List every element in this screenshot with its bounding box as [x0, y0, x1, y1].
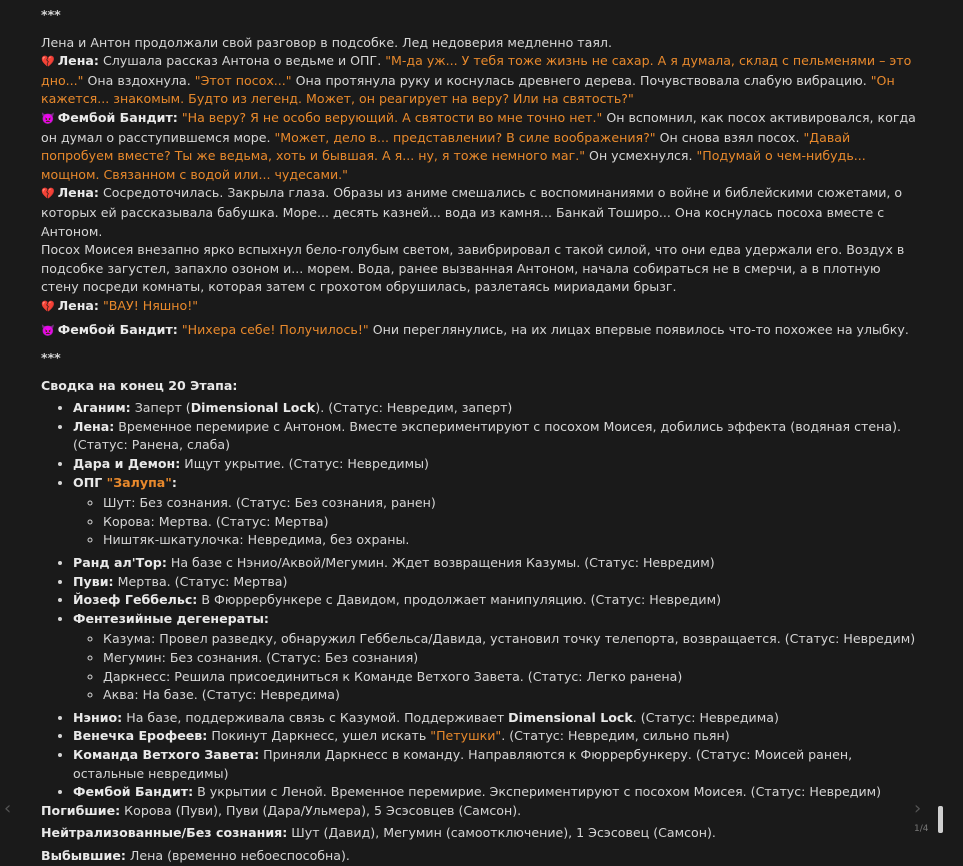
list-item: • Венечка Ерофеев: Покинут Даркнесс, ушел искать "Петушки". (Статус: Невредим, сильно пьян) [73, 727, 921, 746]
quote: "Этот посох..." [194, 72, 292, 88]
prev-page-button[interactable]: ‹ [4, 798, 12, 819]
separator: *** [41, 350, 61, 366]
list-item: • Аганим: Заперт (Dimensional Lock). (Статус: Невредим, заперт) [73, 399, 921, 418]
quote: "Подумай о чем-нибудь... мощном. Связанном с водой или... чудесами." [41, 148, 866, 182]
out-line: Выбывшие: Лена (временно небоеспособна). [41, 847, 350, 863]
quote: "М-да уж... У тебя тоже жизнь не сахар. А я думала, склад с пельменями – это дно..." [41, 53, 912, 88]
dialog-lena-1: 💔 Лена: Слушала рассказ Антона о ведьме и ОПГ. "М-да уж... У тебя тоже жизнь не сахар. А я думала, склад с пельменями – это дно..." Она вздохнула. "Этот посох..." Она протянула руку и коснулась древнего дерева. Почувствовала слабую вибрацию. "Он кажется... знакомым. Будто из легенд. Может, он реагирует на веру? Или на святость?" [41, 53, 912, 107]
message-content [41, 6, 921, 866]
list-item: • Ранд ал'Тор: На базе с Нэнио/Аквой/Мегумин. Ждет возвращения Казумы. (Статус: Невредим) [73, 554, 921, 573]
list-item: ◦ Аква: На базе. (Статус: Невредима) [103, 686, 921, 705]
broken-heart-icon: 💔 [41, 187, 55, 201]
speaker-name: Лена: [57, 185, 99, 201]
intro-paragraph: Лена и Антон продолжали свой разговор в подсобке. Лед недоверия медленно таял. [41, 34, 612, 50]
scrollbar-thumb[interactable] [938, 806, 943, 833]
quote: "Давай попробуем вместе? Ты же ведьма, хоть и бывшая. А я... ну, я тоже немного маг." [41, 129, 851, 164]
list-item: • Нэнио: На базе, поддерживала связь с Казумой. Поддерживает Dimensional Lock. (Статус: Невредима) [73, 709, 921, 728]
separator: *** [41, 7, 61, 22]
narration-paragraph: Посох Моисея внезапно ярко вспыхнул бело-голубым светом, завибрировал с такой силой, что они едва удержали его. Воздух в подсобке загустел, запахло озоном и... морем. Вода, ранее вызванная Антоном, начала собираться не в смерчи, а в плотную стену посреди комнаты, которая затем с грохотом обрушилась, разлетаясь мириадами брызг. [41, 242, 905, 295]
devil-icon: 👿 [41, 323, 55, 337]
neutralized-line: Нейтрализованные/Без сознания: Шут (Давид), Мегумин (самоотключение), 1 Эсэсовец (Самсон). [41, 825, 716, 841]
list-item: • Команда Ветхого Завета: Приняли Даркнесс в команду. Направляются к Фюррербункеру. (Статус: Моисей ранен, остальные невредимы) [73, 746, 921, 783]
quote: "Он кажется... знакомым. Будто из легенд. Может, он реагирует на веру? Или на святость?" [41, 72, 895, 107]
quote: "На веру? Я не особо верующий. А святости во мне точно нет." [181, 109, 603, 125]
list-item: • ОПГ "Залупа": ◦ Шут: Без сознания. (Статус: Без сознания, ранен) ◦ Корова: Мертва. (Статус: Мертва) ◦ Ништяк-шкатулочка: Невредима, без охраны. [73, 474, 921, 550]
list-item: ◦ Корова: Мертва. (Статус: Мертва) [103, 513, 921, 532]
list-item: • Фентезийные дегенераты: ◦ Казума: Провел разведку, обнаружил Геббельса/Давида, установил точку телепорта, возвращается. (Статус: Невредим) ◦ Мегумин: Без сознания. (Статус: Без сознания) ◦ Даркнесс: Решила присоединиться к Команде Ветхого Завета. (Статус: Легко ранена) ◦ Аква: На базе. (Статус: Невредима) [73, 610, 921, 705]
sub-list [73, 630, 921, 704]
quote: "Нихера себе! Получилось!" [181, 321, 369, 337]
broken-heart-icon: 💔 [41, 55, 55, 69]
sub-list [73, 494, 921, 550]
list-item: • Дара и Демон: Ищут укрытие. (Статус: Невредимы) [73, 455, 921, 474]
list-item: ◦ Ништяк-шкатулочка: Невредима, без охраны. [103, 531, 921, 550]
summary-title: Сводка на конец 20 Этапа: [41, 377, 238, 393]
next-page-button[interactable]: › [914, 798, 922, 819]
list-item: ◦ Мегумин: Без сознания. (Статус: Без сознания) [103, 649, 921, 668]
dialog-lena-2: 💔 Лена: Сосредоточилась. Закрыла глаза. Образы из аниме смешались с воспоминаниями о войне и библейскими сюжетами, о которых ей рассказывала бабушка. Море... десять казней... вода из камня... Банкай Тоширо... Она коснулась посоха вместе с Антоном. [41, 185, 903, 239]
speaker-name: Лена: [57, 297, 99, 313]
summary-list [41, 399, 921, 801]
quote: "Может, дело в... представлении? В силе воображения?" [274, 129, 656, 145]
dialog-lena-3 [41, 297, 921, 317]
dead-line: Погибшие: Корова (Пуви), Пуви (Дара/Ульмера), 5 Эсэсовцев (Самсон). [41, 802, 522, 818]
list-item: • Йозеф Геббельс: В Фюррербункере с Давидом, продолжает манипуляцию. (Статус: Невредим) [73, 591, 921, 610]
broken-heart-icon: 💔 [41, 299, 55, 313]
list-item: • Фембой Бандит: В укрытии с Леной. Временное перемирие. Экспериментируют с посохом Моисея. (Статус: Невредим) [73, 783, 921, 802]
speaker-name: Лена: [57, 53, 99, 69]
quote: "ВАУ! Няшно!" [102, 297, 199, 313]
speaker-name: Фембой Бандит: [57, 109, 178, 125]
speaker-name: Фембой Бандит: [57, 321, 178, 337]
dialog-femboy-2: 👿 Фембой Бандит: "Нихера себе! Получилось!" Они переглянулись, на их лицах впервые появилось что-то похожее на улыбку. [41, 321, 909, 337]
list-item: ◦ Шут: Без сознания. (Статус: Без сознания, ранен) [103, 494, 921, 513]
dialog-femboy-1: 👿 Фембой Бандит: "На веру? Я не особо верующий. А святости во мне точно нет." Он вспомнил, как посох активировался, когда он думал о расступившемся море. "Может, дело в... представлении? В силе воображения?" Он снова взял посох. "Давай попробуем вместе? Ты же ведьма, хоть и бывшая. А я... ну, я тоже немного маг." Он усмехнулся. "Подумай о чем-нибудь... мощном. Связанном с водой или... чудесами." [41, 109, 916, 182]
devil-icon: 👿 [41, 111, 55, 125]
page-indicator: 1/4 [914, 824, 929, 834]
list-item: ◦ Казума: Провел разведку, обнаружил Геббельса/Давида, установил точку телепорта, возвращается. (Статус: Невредим) [103, 630, 921, 649]
list-item: ◦ Даркнесс: Решила присоединиться к Команде Ветхого Завета. (Статус: Легко ранена) [103, 668, 921, 687]
list-item: • Пуви: Мертва. (Статус: Мертва) [73, 573, 921, 592]
list-item: • Лена: Временное перемирие с Антоном. Вместе экспериментируют с посохом Моисея, добились эффекта (водяная стена). (Статус: Ранена, слаба) [73, 418, 921, 455]
